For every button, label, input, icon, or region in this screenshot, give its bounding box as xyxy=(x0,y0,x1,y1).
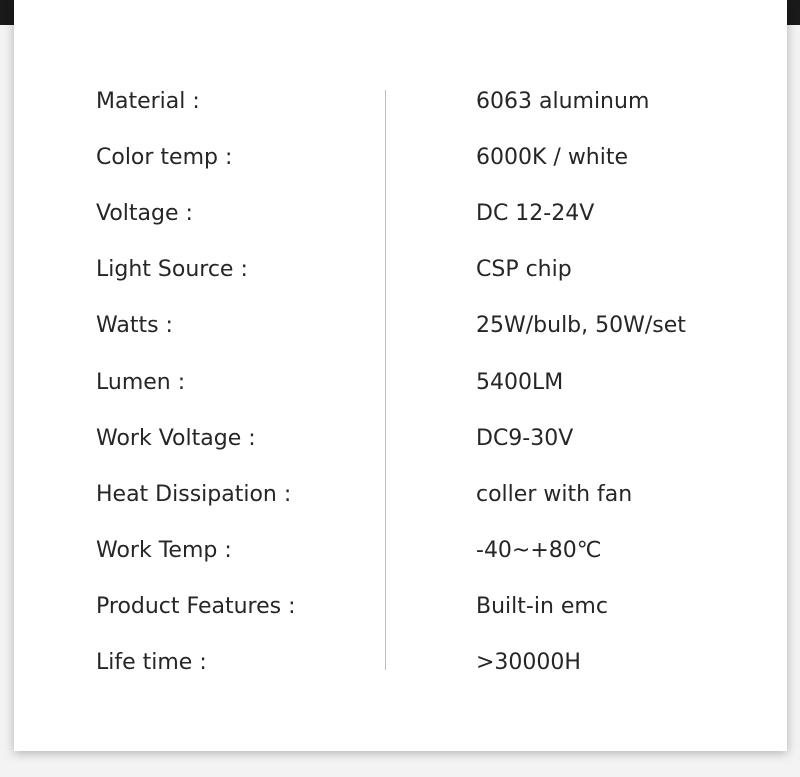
spec-row-voltage xyxy=(14,201,787,257)
spec-value: DC 12-24V xyxy=(476,201,595,226)
spec-value: >30000H xyxy=(476,650,581,675)
spec-row-lumen xyxy=(14,370,787,426)
spec-row-light-source xyxy=(14,257,787,313)
spec-label: Life time : xyxy=(96,650,207,675)
spec-value: Built-in emc xyxy=(476,594,608,619)
spec-label: Work Temp : xyxy=(96,538,232,563)
spec-label: Material : xyxy=(96,89,200,114)
spec-value: DC9-30V xyxy=(476,426,574,451)
spec-value: -40~+80℃ xyxy=(476,538,602,563)
spec-row-product-features xyxy=(14,594,787,650)
spec-label: Heat Dissipation : xyxy=(96,482,292,507)
spec-value: 6000K / white xyxy=(476,145,629,170)
spec-value: 6063 aluminum xyxy=(476,89,650,114)
spec-value: 5400LM xyxy=(476,370,564,395)
spec-card xyxy=(14,0,787,751)
spec-row-work-voltage xyxy=(14,426,787,482)
spec-label: Light Source : xyxy=(96,257,248,282)
spec-value: CSP chip xyxy=(476,257,572,282)
spec-row-color-temp xyxy=(14,145,787,201)
spec-row-material xyxy=(14,89,787,145)
spec-value: 25W/bulb, 50W/set xyxy=(476,313,686,338)
spec-label: Voltage : xyxy=(96,201,193,226)
spec-label: Lumen : xyxy=(96,370,186,395)
spec-label: Color temp : xyxy=(96,145,233,170)
spec-label: Work Voltage : xyxy=(96,426,256,451)
spec-row-life-time xyxy=(14,650,787,706)
spec-row-heat-dissipation xyxy=(14,482,787,538)
spec-row-watts xyxy=(14,313,787,369)
spec-label: Product Features : xyxy=(96,594,296,619)
spec-label: Watts : xyxy=(96,313,173,338)
spec-value: coller with fan xyxy=(476,482,633,507)
spec-row-work-temp xyxy=(14,538,787,594)
